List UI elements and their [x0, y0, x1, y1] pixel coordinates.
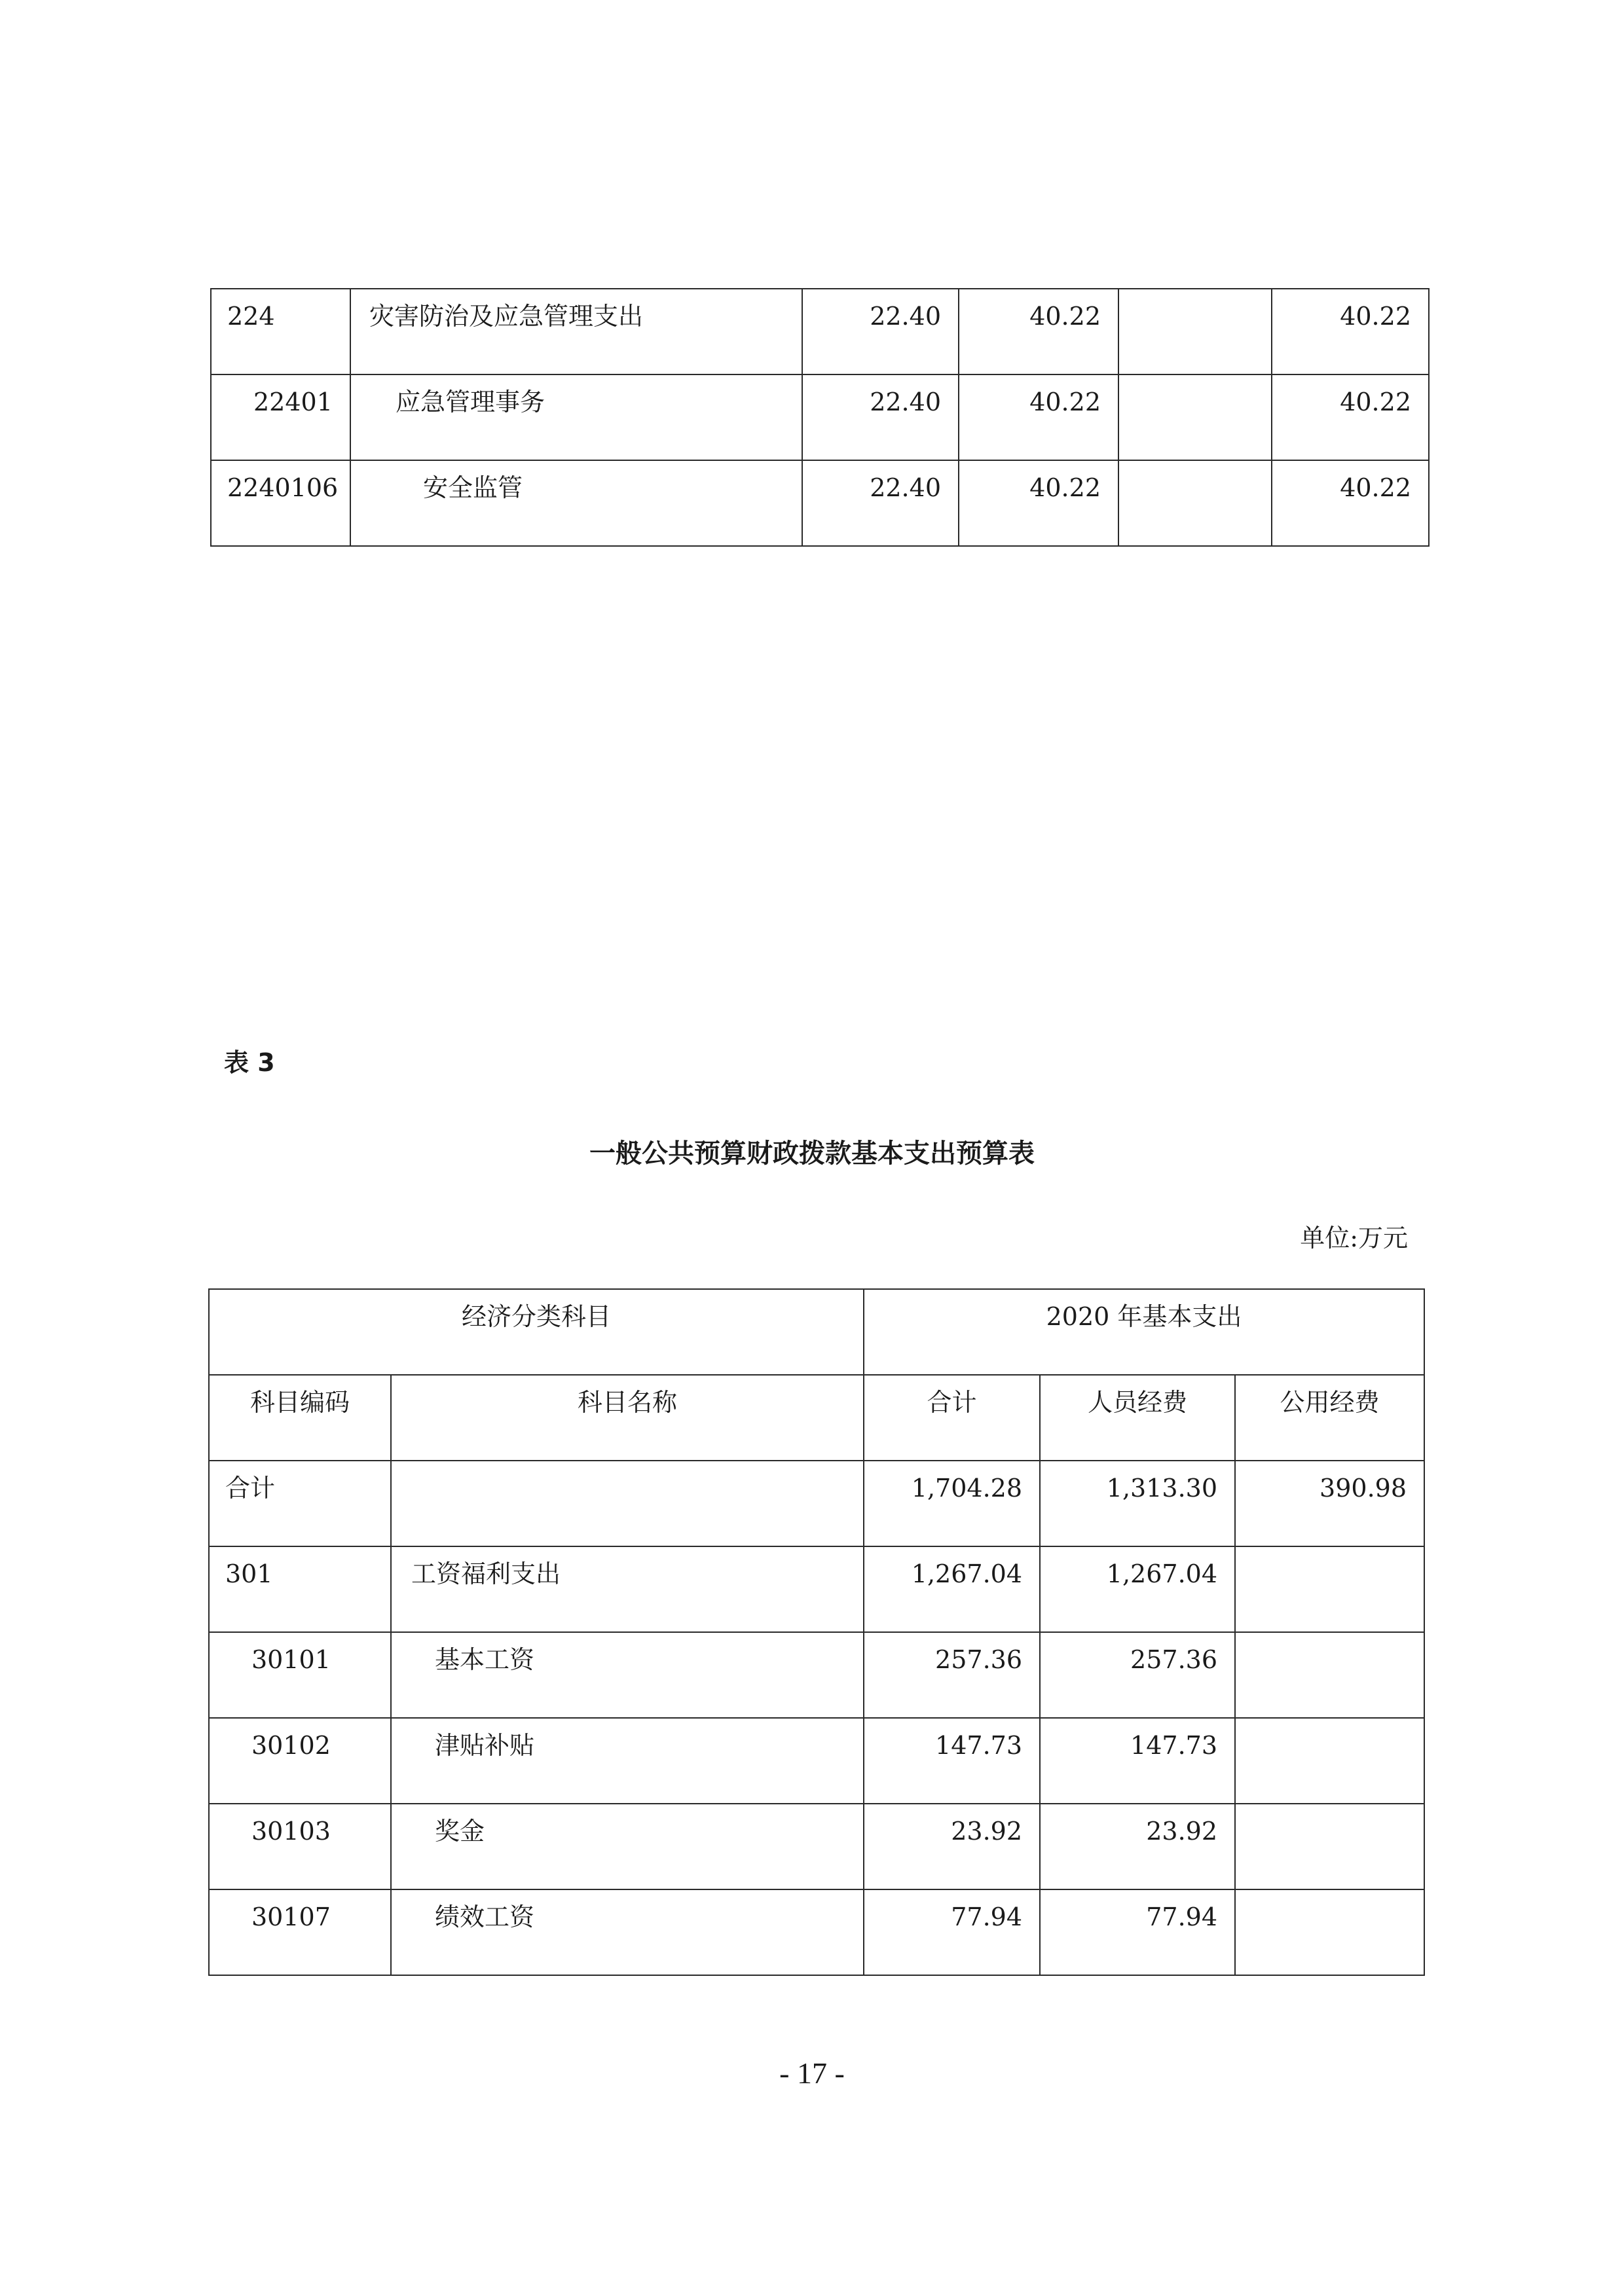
- budget-table-continued: [210, 288, 1430, 547]
- basic-expenditure-table: [208, 1288, 1425, 1976]
- value-cell: 40.22: [959, 374, 1118, 460]
- value-cell: 22.40: [802, 460, 959, 546]
- value-cell: [1118, 374, 1272, 460]
- value-cell: 22.40: [802, 289, 959, 374]
- header-group-row: [209, 1289, 1424, 1375]
- personnel-cell: 257.36: [1040, 1632, 1235, 1718]
- header-personnel-expense: 人员经费: [1040, 1375, 1235, 1461]
- subject-code-cell: 30102: [209, 1718, 391, 1804]
- value-cell: 40.22: [959, 289, 1118, 374]
- subject-code-cell: 22401: [211, 374, 350, 460]
- unit-label: 单位:万元: [1300, 1224, 1408, 1252]
- public-cell: 390.98: [1235, 1461, 1424, 1546]
- public-cell: [1235, 1546, 1424, 1632]
- table-row: [211, 374, 1429, 460]
- subject-code-cell: 30107: [209, 1889, 391, 1975]
- subject-code-cell: 2240106: [211, 460, 350, 546]
- subject-name-cell: 应急管理事务: [350, 374, 802, 460]
- total-cell: 147.73: [864, 1718, 1040, 1804]
- subject-name-cell: 安全监管: [350, 460, 802, 546]
- subject-name-cell: [391, 1461, 864, 1546]
- subject-name-cell: 工资福利支出: [391, 1546, 864, 1632]
- public-cell: [1235, 1718, 1424, 1804]
- table-row: [211, 289, 1429, 374]
- table-row: [211, 460, 1429, 546]
- personnel-cell: 1,267.04: [1040, 1546, 1235, 1632]
- subject-code-cell: 224: [211, 289, 350, 374]
- header-subject-name: 科目名称: [391, 1375, 864, 1461]
- table-row: [209, 1718, 1424, 1804]
- value-cell: 40.22: [1272, 460, 1429, 546]
- subject-name-cell: 津贴补贴: [391, 1718, 864, 1804]
- page-number: - 17 -: [779, 2056, 845, 2090]
- header-subject-code: 科目编码: [209, 1375, 391, 1461]
- header-total: 合计: [864, 1375, 1040, 1461]
- subject-code-cell: 合计: [209, 1461, 391, 1546]
- value-cell: 40.22: [1272, 374, 1429, 460]
- table-title: 一般公共预算财政拨款基本支出预算表: [589, 1139, 1035, 1169]
- subject-code-cell: 30101: [209, 1632, 391, 1718]
- total-cell: 1,704.28: [864, 1461, 1040, 1546]
- subject-name-cell: 奖金: [391, 1804, 864, 1889]
- public-cell: [1235, 1804, 1424, 1889]
- subject-name-cell: 灾害防治及应急管理支出: [350, 289, 802, 374]
- personnel-cell: 147.73: [1040, 1718, 1235, 1804]
- personnel-cell: 77.94: [1040, 1889, 1235, 1975]
- subject-code-cell: 301: [209, 1546, 391, 1632]
- value-cell: 22.40: [802, 374, 959, 460]
- total-cell: 77.94: [864, 1889, 1040, 1975]
- public-cell: [1235, 1632, 1424, 1718]
- total-cell: 257.36: [864, 1632, 1040, 1718]
- table-number-label: 表 3: [224, 1048, 275, 1077]
- table-row: [209, 1889, 1424, 1975]
- header-public-expense: 公用经费: [1235, 1375, 1424, 1461]
- personnel-cell: 1,313.30: [1040, 1461, 1235, 1546]
- table-row: [209, 1804, 1424, 1889]
- subject-name-cell: 基本工资: [391, 1632, 864, 1718]
- public-cell: [1235, 1889, 1424, 1975]
- table-row: [209, 1546, 1424, 1632]
- value-cell: [1118, 460, 1272, 546]
- value-cell: 40.22: [959, 460, 1118, 546]
- total-row: [209, 1461, 1424, 1546]
- total-cell: 23.92: [864, 1804, 1040, 1889]
- header-basic-expenditure-2020: 2020 年基本支出: [864, 1289, 1424, 1375]
- subject-code-cell: 30103: [209, 1804, 391, 1889]
- subject-name-cell: 绩效工资: [391, 1889, 864, 1975]
- personnel-cell: 23.92: [1040, 1804, 1235, 1889]
- header-economic-classification: 经济分类科目: [209, 1289, 864, 1375]
- value-cell: 40.22: [1272, 289, 1429, 374]
- table-row: [209, 1632, 1424, 1718]
- total-cell: 1,267.04: [864, 1546, 1040, 1632]
- value-cell: [1118, 289, 1272, 374]
- header-row: [209, 1375, 1424, 1461]
